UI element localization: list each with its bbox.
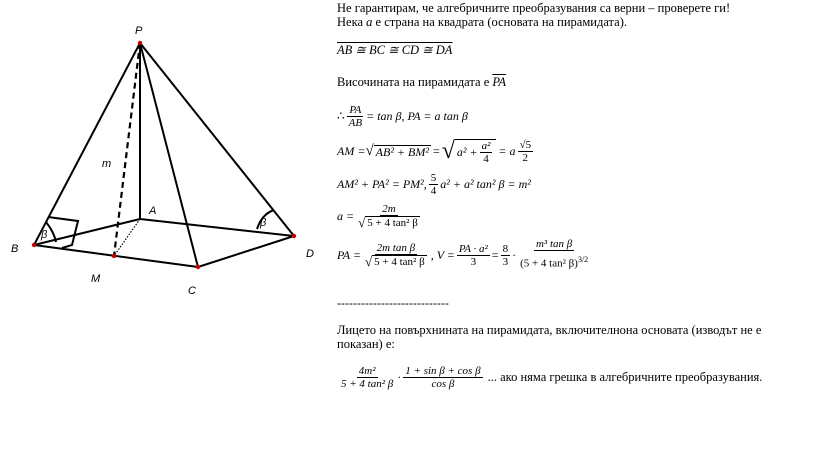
surface-text-2: показан) е: bbox=[337, 337, 395, 351]
frac-8-3 bbox=[501, 243, 511, 268]
frac-4b: 4 bbox=[430, 185, 437, 197]
equation-a bbox=[337, 203, 424, 230]
eq2-eq: = bbox=[432, 144, 440, 158]
equation-tan bbox=[337, 104, 468, 129]
surface-note: ... ако няма грешка в алгебричните преобразувания. bbox=[487, 370, 763, 384]
equation-pa-volume bbox=[337, 238, 592, 273]
eq1-rhs: = tan β, PA = a tan β bbox=[366, 109, 468, 123]
separator-line: ---------------------------- bbox=[337, 296, 449, 310]
eq2-rad1: AB² + BM² bbox=[375, 144, 429, 159]
frac-surface-1 bbox=[339, 365, 395, 390]
definition-post: е страна на квадрата (основата на пирамидата). bbox=[372, 15, 627, 29]
eq5-lhs: PA = bbox=[337, 247, 361, 262]
frac-8: 8 bbox=[502, 242, 509, 255]
frac-4: 4 bbox=[483, 152, 489, 165]
equation-surface bbox=[337, 365, 762, 390]
label-A: A bbox=[149, 205, 157, 217]
frac-volume-final bbox=[518, 238, 590, 273]
frac-surface-2 bbox=[403, 365, 482, 390]
frac-volume-final-exp: 3/2 bbox=[577, 255, 589, 264]
label-m: m bbox=[102, 158, 112, 170]
definition-pre: Нека bbox=[337, 15, 367, 29]
frac-volume-den: 3 bbox=[470, 255, 477, 268]
frac-pa-ab bbox=[347, 104, 364, 129]
edge-PB bbox=[34, 43, 140, 245]
frac-2m-den: 5 + 4 tan² β bbox=[367, 217, 418, 229]
frac-pa-value-num: 2m tan β bbox=[376, 241, 416, 254]
vertex-C bbox=[196, 265, 200, 269]
eq5-v: , V = bbox=[430, 247, 455, 262]
frac-a2-4 bbox=[480, 140, 493, 165]
edge-AD bbox=[140, 219, 294, 236]
sqrt-1: √ AB² + BM² bbox=[365, 143, 429, 159]
frac-a2: a² bbox=[481, 139, 491, 152]
label-B: B bbox=[11, 243, 19, 255]
vertex-D bbox=[292, 234, 296, 238]
eq2-lhs: AM = bbox=[337, 144, 366, 158]
equation-am bbox=[337, 138, 535, 165]
eq3-rhs: a² + a² tan² β = m² bbox=[440, 177, 531, 191]
height-text: Височината на пирамидата е bbox=[337, 75, 493, 89]
frac-volume bbox=[457, 243, 490, 268]
equal-sides: AB ≅ BC ≅ CD ≅ DA bbox=[337, 43, 453, 57]
label-beta-B: β bbox=[41, 229, 48, 241]
surface-text-1: Лицето на повърхнината на пирамидата, включителнона основата (изводът не е bbox=[337, 323, 762, 337]
frac-surface-1-den: 5 + 4 tan² β bbox=[341, 378, 394, 390]
frac-5-4 bbox=[429, 172, 439, 197]
angle-arc-B bbox=[46, 222, 56, 242]
edge-CD bbox=[198, 236, 294, 267]
disclaimer-line: Не гарантирам, че алгебричните преобразувания са верни – проверете ги! bbox=[337, 1, 731, 15]
height-line bbox=[337, 75, 506, 89]
frac-surface-2-den: cos β bbox=[431, 378, 455, 390]
label-C: C bbox=[188, 285, 196, 297]
frac-surface-1-num: 4m² bbox=[358, 365, 376, 377]
label-M: M bbox=[91, 273, 101, 285]
label-P: P bbox=[135, 25, 143, 37]
vertex-B bbox=[32, 243, 36, 247]
eq4-lhs: a = bbox=[337, 209, 355, 223]
definition-var: a bbox=[366, 15, 373, 29]
frac-pa: PA bbox=[349, 104, 362, 116]
frac-2m-num: 2m bbox=[382, 203, 396, 215]
frac-sqrt5: √5 bbox=[519, 139, 532, 151]
equal-sides-line bbox=[337, 43, 452, 57]
height-seg: $\overline{PA}$ bbox=[492, 75, 507, 89]
frac-2m: 2m √ 5 + 4 tan² β bbox=[358, 203, 418, 230]
frac-5: 5 bbox=[430, 172, 437, 184]
label-beta-D: β bbox=[260, 217, 267, 229]
edge-PC bbox=[140, 43, 198, 267]
frac-volume-final-den: (5 + 4 tan² β) bbox=[520, 257, 578, 270]
frac-2: 2 bbox=[522, 152, 529, 164]
frac-surface-2-num: 1 + sin β + cos β bbox=[405, 365, 481, 377]
frac-3: 3 bbox=[502, 255, 509, 268]
definition-line bbox=[337, 15, 627, 29]
label-D: D bbox=[306, 248, 314, 260]
eq5-dot: · bbox=[512, 247, 517, 262]
sqrt-2: √ a² + $\frac{\text{a²}}{4}$ bbox=[442, 138, 497, 165]
edge-PD bbox=[140, 43, 294, 236]
frac-volume-num: PA · a² bbox=[458, 242, 488, 255]
eq3-lhs: AM² + PA² = PM², bbox=[337, 177, 427, 191]
frac-ab: AB bbox=[348, 117, 363, 129]
pyramid-figure bbox=[0, 0, 330, 320]
frac-pa-value-den: 5 + 4 tan² β bbox=[374, 255, 425, 268]
frac-pa-value: 2m tan β √ 5 + 4 tan² β bbox=[365, 241, 425, 269]
eq2-end-a: = a bbox=[498, 144, 516, 158]
eq2-rad2-a: a² + bbox=[456, 145, 478, 159]
eq5-eq: = bbox=[491, 247, 499, 262]
surface-dot: · bbox=[397, 370, 402, 384]
frac-sqrt5-2 bbox=[518, 139, 534, 164]
therefore-sign: ∴ bbox=[337, 109, 345, 123]
vertex-P bbox=[138, 41, 142, 45]
equation-pythagoras bbox=[337, 172, 531, 197]
frac-volume-final-num: m³ tan β bbox=[535, 238, 573, 250]
vertex-M bbox=[112, 254, 116, 258]
